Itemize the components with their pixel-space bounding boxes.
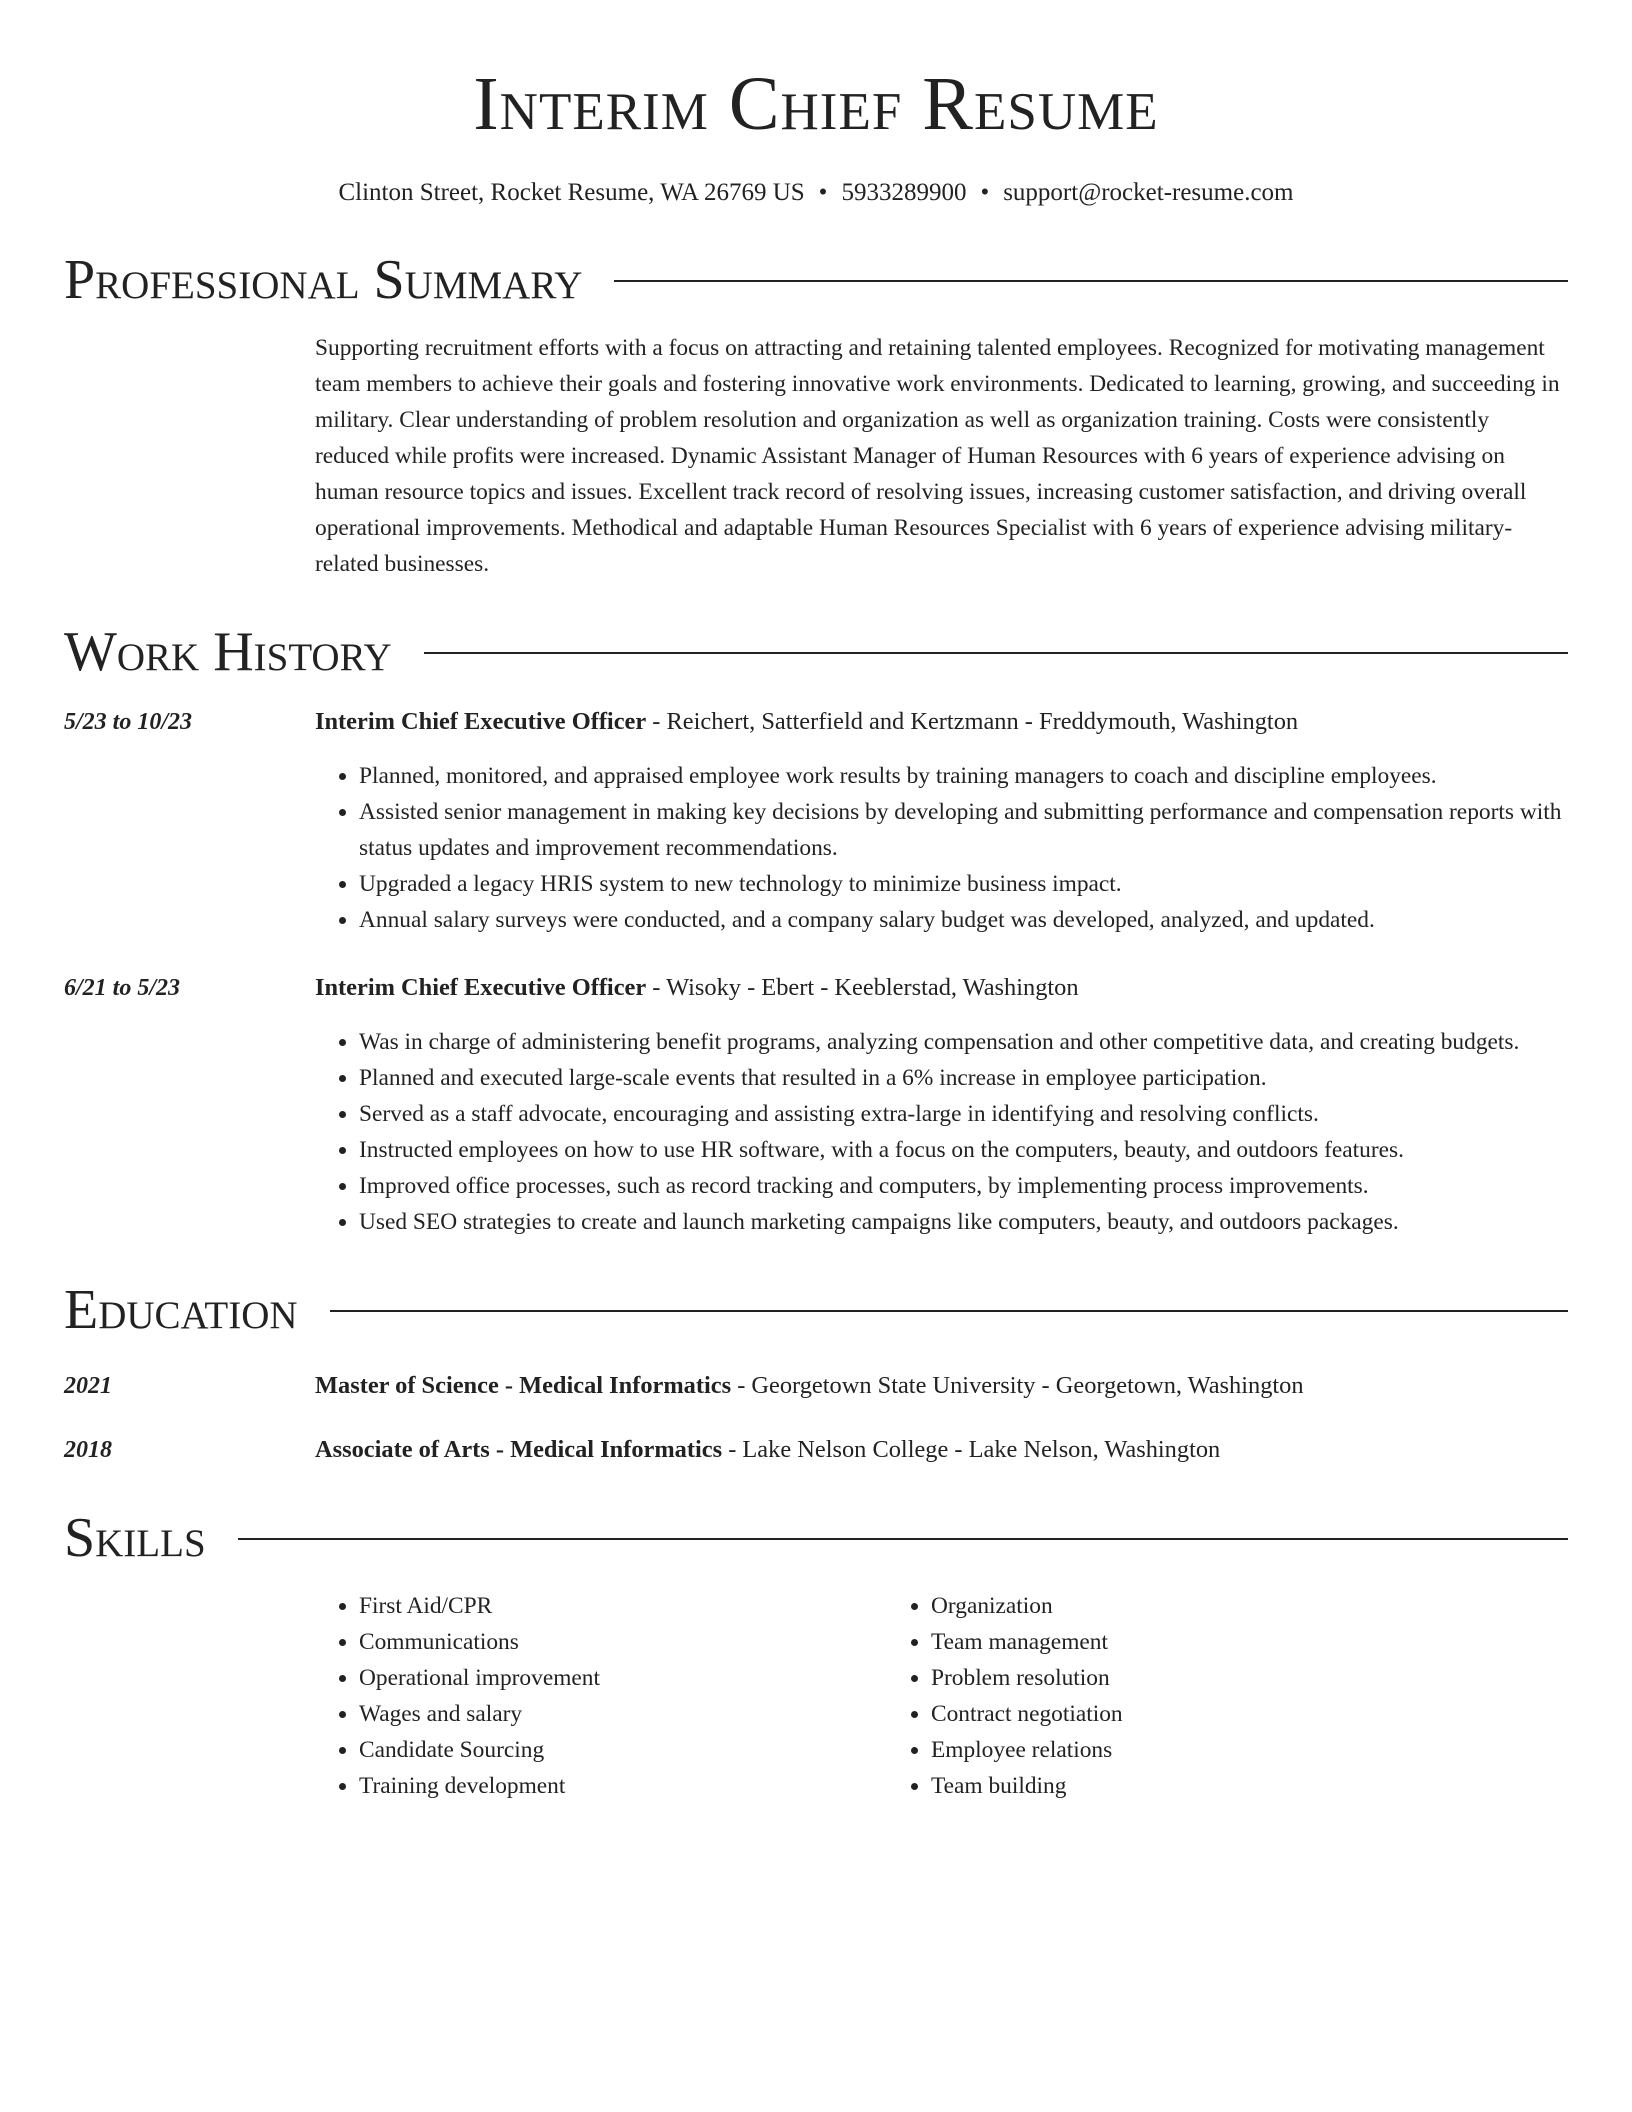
education-year: 2021 [64,1373,112,1399]
section-header-summary [64,250,1568,310]
job-bullet: • Instructed employees on how to use HR software, with a focus on the computers, beauty, and outdoors features. [359,1132,1568,1168]
job-entry [64,970,1568,1240]
section-title-education: Education [64,1279,298,1341]
section-header-work [64,622,1568,682]
job-bullet: • Upgraded a legacy HRIS system to new technology to minimize business impact. [359,866,1568,902]
contact-email: support@rocket-resume.com [1003,179,1294,206]
education-body [315,1432,1568,1468]
section-divider [238,1538,1568,1540]
section-header-education [64,1280,1568,1340]
job-bullet: • Used SEO strategies to create and launch marketing campaigns like computers, beauty, and outdoors packages. [359,1204,1568,1240]
job-bullets [315,758,1568,938]
job-bullet: • Served as a staff advocate, encouraging and assisting extra-large in identifying and resolving conflicts. [359,1096,1568,1132]
section-title-skills: Skills [64,1507,206,1569]
skill-item: • Candidate Sourcing [359,1732,887,1768]
skill-item: • Training development [359,1768,887,1804]
skill-item: • Team building [931,1768,1568,1804]
section-header-skills [64,1508,1568,1568]
education-degree: Associate of Arts - Medical Informatics [315,1436,723,1463]
job-details: - Reichert, Satterfield and Kertzmann - Freddymouth, Washington [646,708,1299,735]
education-entry [64,1432,1568,1468]
education-year: 2018 [64,1437,112,1463]
job-bullets [315,1024,1568,1240]
job-bullet: • Planned, monitored, and appraised employee work results by training managers to coach and discipline employees. [359,758,1568,794]
skill-item: • Wages and salary [359,1696,887,1732]
education-details: - Lake Nelson College - Lake Nelson, Washington [722,1436,1221,1463]
resume-title: Interim Chief Resume [473,62,1159,146]
job-bullet: • Was in charge of administering benefit programs, analyzing compensation and other competitive data, and creating budgets. [359,1024,1568,1060]
job-dates: 5/23 to 10/23 [64,709,193,735]
job-heading [315,970,1568,1006]
section-divider [330,1310,1568,1312]
summary-text: Supporting recruitment efforts with a focus on attracting and retaining talented employees. Recognized for motivating management team members to achieve their goals and fostering innovative work environments. Dedicated to learning, growing, and succeeding in military. Clear understanding of problem resolution and organization as well as organization training. Costs were consistently reduced while profits were increased. Dynamic Assistant Manager of Human Resources with 6 years of experience advising on human resource topics and issues. Excellent track record of resolving issues, increasing customer satisfaction, and driving overall operational improvements. Methodical and adaptable Human Resources Specialist with 6 years of experience advising military-related businesses. [315,335,1560,577]
skill-item: • Contract negotiation [931,1696,1568,1732]
skill-item: • Communications [359,1624,887,1660]
job-dates: 6/21 to 5/23 [64,975,181,1001]
job-body [315,970,1568,1240]
job-title: Interim Chief Executive Officer [315,974,647,1001]
skill-item: • First Aid/CPR [359,1588,887,1624]
section-divider [614,280,1568,282]
skills-column-right [887,1588,1568,1804]
section-title-work: Work History [64,621,392,683]
contact-separator: • [980,179,990,206]
contact-line [64,176,1568,210]
education-entry [64,1368,1568,1404]
skill-item: • Organization [931,1588,1568,1624]
skill-item: • Operational improvement [359,1660,887,1696]
job-entry [64,704,1568,938]
job-body [315,704,1568,938]
job-bullet: • Planned and executed large-scale events that resulted in a 6% increase in employee participation. [359,1060,1568,1096]
job-bullet: • Assisted senior management in making key decisions by developing and submitting performance and compensation reports with status updates and improvement recommendations. [359,794,1568,866]
job-bullet: • Annual salary surveys were conducted, and a company salary budget was developed, analyzed, and updated. [359,902,1568,938]
job-heading [315,704,1568,740]
contact-separator: • [818,179,828,206]
job-title: Interim Chief Executive Officer [315,708,647,735]
contact-address: Clinton Street, Rocket Resume, WA 26769 US [338,179,805,206]
skills-list [315,1588,1568,1804]
job-details: - Wisoky - Ebert - Keeblerstad, Washington [646,974,1079,1001]
education-details: - Georgetown State University - Georgetown, Washington [731,1372,1304,1399]
education-degree: Master of Science - Medical Informatics [315,1372,732,1399]
skill-item: • Problem resolution [931,1660,1568,1696]
section-divider [424,652,1568,654]
education-body [315,1368,1568,1404]
skills-column-left [315,1588,887,1804]
skill-item: • Employee relations [931,1732,1568,1768]
skill-item: • Team management [931,1624,1568,1660]
contact-phone: 5933289900 [841,179,967,206]
section-title-summary: Professional Summary [64,249,583,311]
job-bullet: • Improved office processes, such as record tracking and computers, by implementing process improvements. [359,1168,1568,1204]
